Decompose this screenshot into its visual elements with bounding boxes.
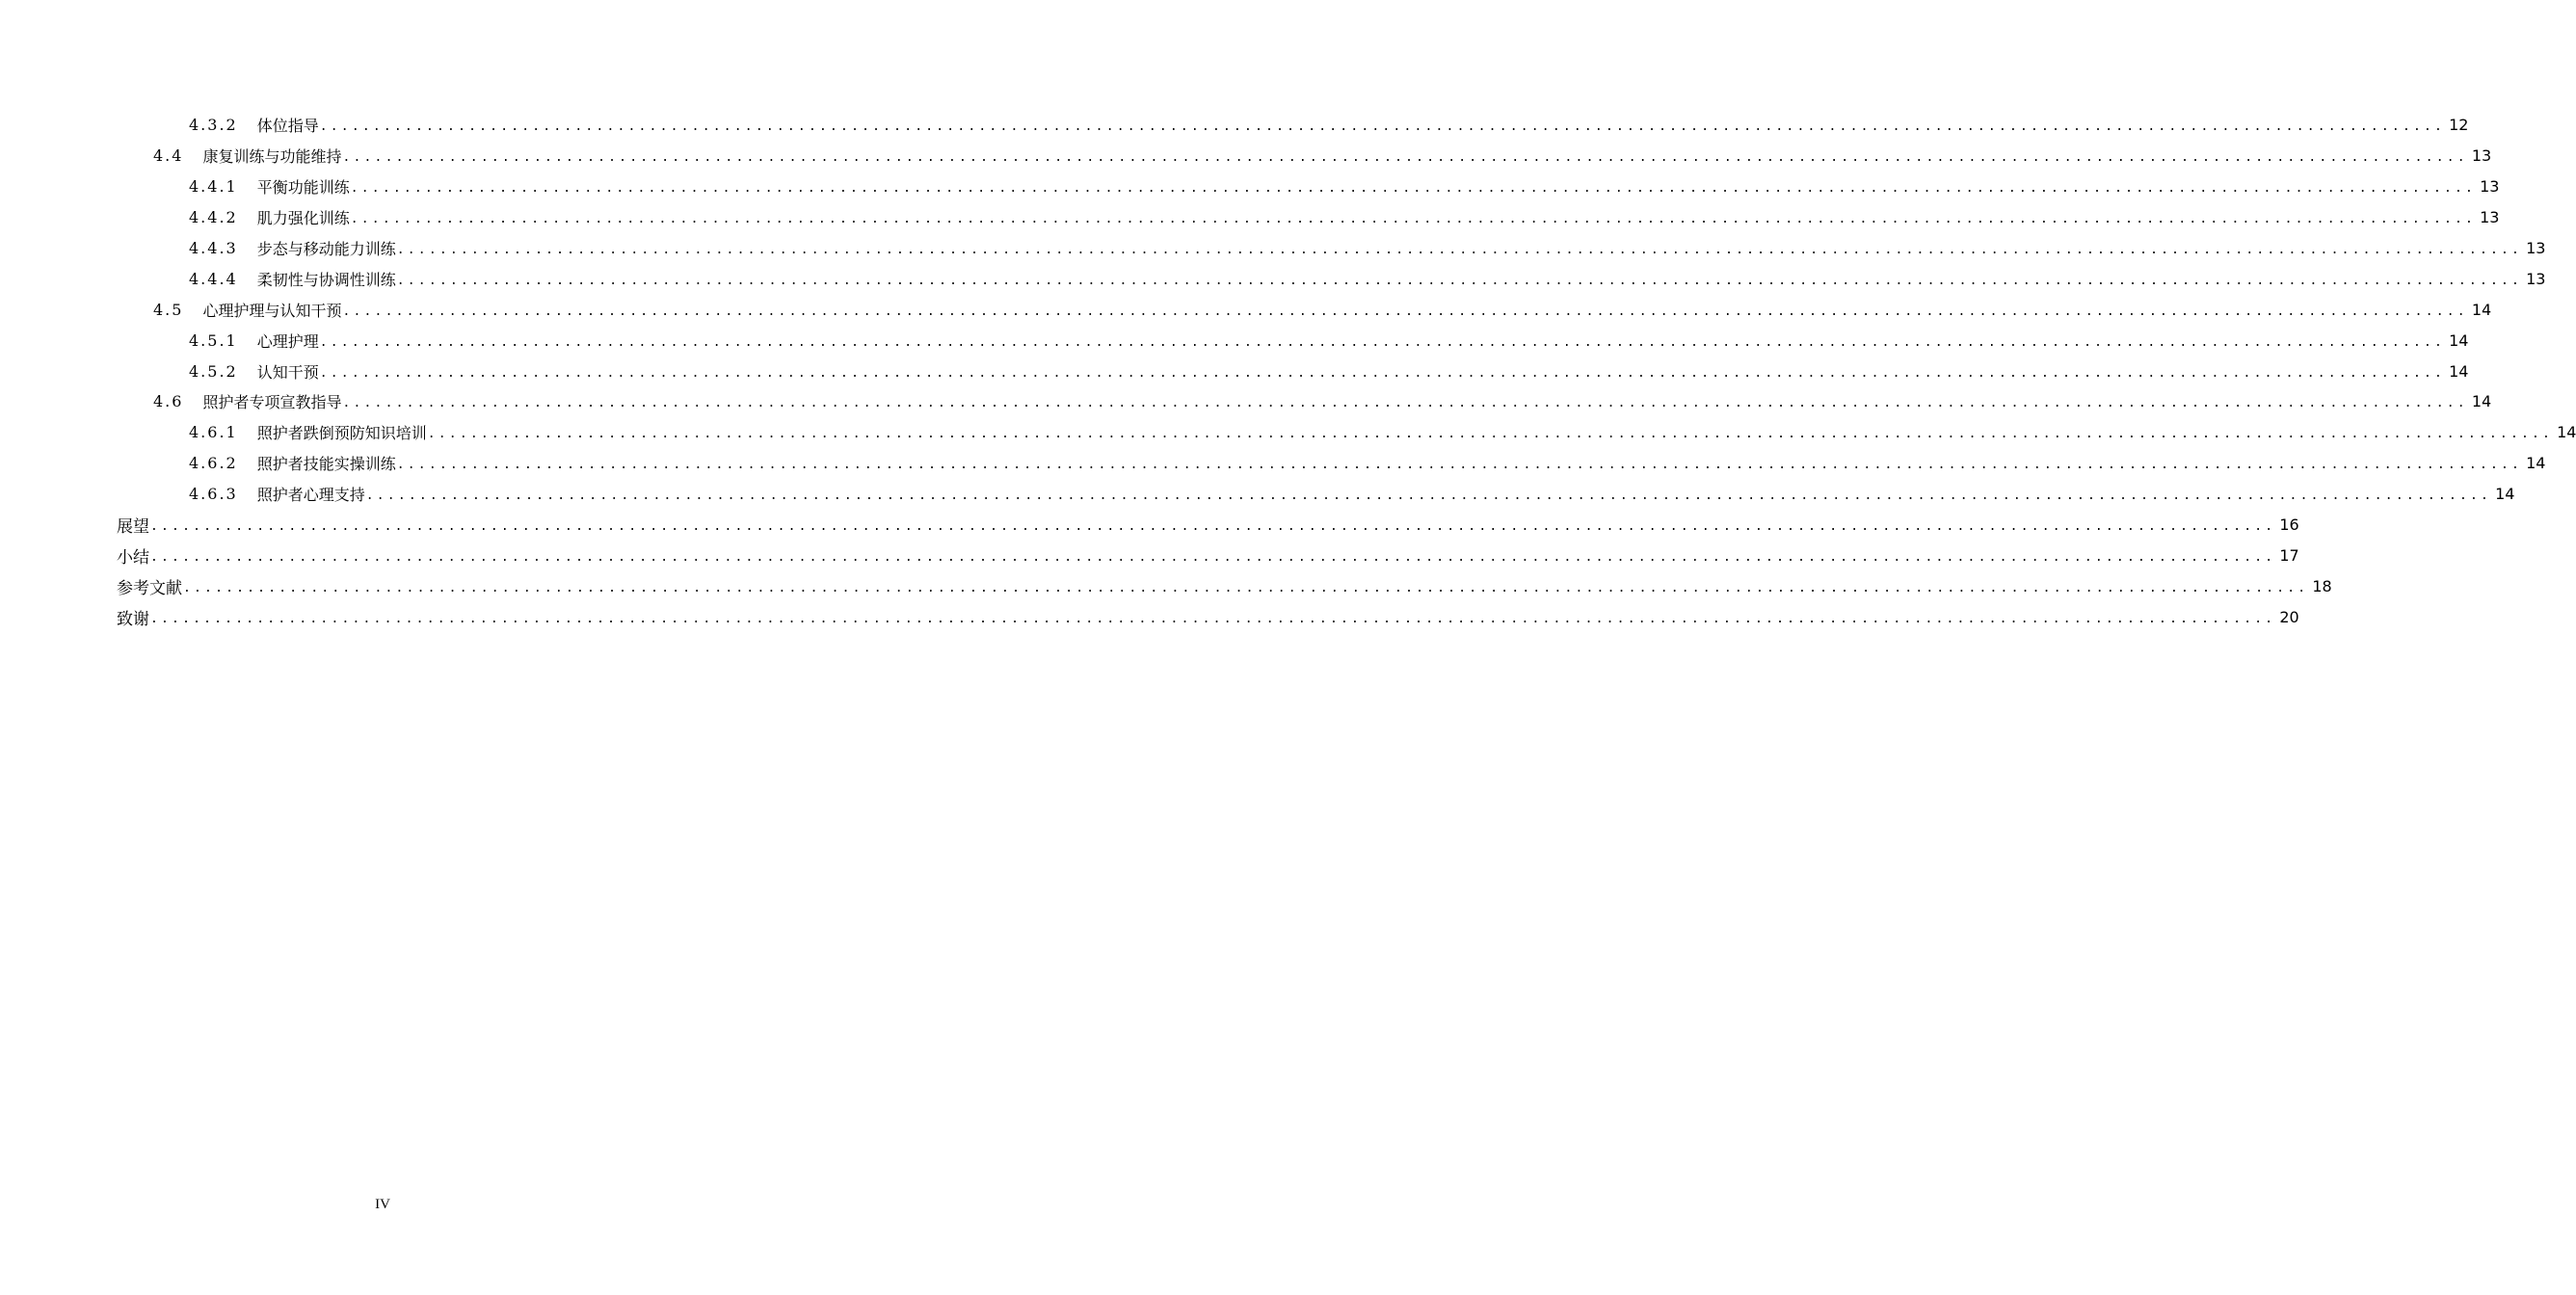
toc-entry[interactable]: [0, 294, 2492, 325]
toc-entry-page: 13: [2526, 239, 2546, 257]
toc-entry-page: 14: [2526, 454, 2546, 473]
toc-entry-title: 参考文献: [117, 578, 182, 598]
toc-entry-title: 步态与移动能力训练: [256, 240, 396, 258]
toc-entry[interactable]: [0, 510, 2299, 541]
toc-entry-page: 13: [2480, 177, 2500, 197]
toc-entry-number: 4.6.3: [189, 485, 238, 504]
toc-entry-number: 4.4: [153, 146, 184, 166]
toc-entry[interactable]: [0, 540, 2299, 570]
toc-entry-title: 致谢: [117, 609, 149, 629]
toc-entry[interactable]: [0, 141, 2492, 172]
toc-dot-leader: ........................................................................................................................................................................................................: [319, 334, 2446, 350]
toc-dot-leader: ........................................................................................................................................................................................................: [150, 549, 2276, 565]
toc-entry-title: 照护者心理支持: [256, 486, 365, 505]
toc-entry-number: 4.4.3: [189, 239, 238, 257]
toc-entry-page: 13: [2526, 269, 2546, 288]
toc-entry-title: 心理护理与认知干预: [202, 301, 342, 320]
toc-entry-page: 17: [2279, 545, 2299, 565]
toc-entry-title: 心理护理: [256, 331, 319, 351]
toc-entry-page: 14: [2471, 300, 2492, 319]
toc-dot-leader: ........................................................................................................................................................................................................: [183, 580, 2309, 595]
toc-entry-title: 认知干预: [256, 362, 319, 382]
toc-entry-page: 14: [2449, 361, 2469, 381]
table-of-contents: [0, 110, 2576, 632]
toc-dot-leader: ........................................................................................................................................................................................................: [342, 304, 2468, 319]
toc-dot-leader: ........................................................................................................................................................................................................: [350, 181, 2477, 197]
toc-dot-leader: ........................................................................................................................................................................................................: [365, 489, 2492, 504]
toc-entry[interactable]: [0, 479, 2515, 510]
toc-entry-title: 平衡功能训练: [256, 178, 350, 198]
toc-entry-number: 4.5: [153, 300, 184, 319]
toc-entry-number: 4.6: [153, 392, 184, 411]
page-number: IV: [375, 1197, 390, 1212]
toc-entry-number: 4.4.1: [189, 177, 238, 197]
toc-dot-leader: ........................................................................................................................................................................................................: [342, 396, 2468, 411]
toc-entry-page: 14: [2557, 423, 2576, 442]
toc-entry-page: 13: [2480, 208, 2500, 227]
toc-entry-page: 13: [2471, 146, 2492, 166]
toc-entry-page: 14: [2495, 485, 2515, 504]
toc-entry[interactable]: [0, 110, 2469, 141]
toc-entry-page: 18: [2312, 576, 2332, 595]
toc-entry-number: 4.6.1: [189, 423, 238, 442]
toc-entry-title: 柔韧性与协调性训练: [256, 270, 396, 289]
toc-entry[interactable]: [0, 570, 2332, 601]
toc-entry-number: 4.5.2: [189, 361, 238, 381]
toc-entry-title: 小结: [117, 547, 149, 568]
toc-dot-leader: ........................................................................................................................................................................................................: [150, 519, 2276, 535]
toc-entry[interactable]: [0, 601, 2299, 632]
toc-dot-leader: ........................................................................................................................................................................................................: [319, 119, 2446, 135]
toc-entry-page: 14: [2449, 330, 2469, 350]
page-footer: [0, 1197, 916, 1213]
toc-entry-title: 照护者专项宣教指导: [202, 393, 342, 412]
toc-entry[interactable]: [0, 448, 2546, 479]
toc-dot-leader: ........................................................................................................................................................................................................: [427, 427, 2554, 442]
toc-entry-page: 12: [2449, 116, 2469, 135]
toc-entry[interactable]: [0, 417, 2576, 448]
toc-entry-number: 4.6.2: [189, 454, 238, 473]
toc-entry-title: 肌力强化训练: [256, 209, 350, 228]
toc-dot-leader: ........................................................................................................................................................................................................: [150, 611, 2276, 626]
toc-entry-number: 4.4.4: [189, 269, 238, 288]
toc-entry-title: 康复训练与功能维持: [202, 147, 342, 167]
toc-entry-number: 4.3.2: [189, 116, 238, 135]
toc-entry[interactable]: [0, 172, 2500, 202]
toc-entry-page: 14: [2471, 392, 2492, 411]
toc-dot-leader: ........................................................................................................................................................................................................: [396, 243, 2523, 257]
toc-entry-title: 展望: [117, 517, 149, 538]
toc-entry[interactable]: [0, 325, 2469, 356]
toc-entry-number: 4.5.1: [189, 330, 238, 350]
toc-entry[interactable]: [0, 263, 2546, 294]
toc-entry-title: 照护者跌倒预防知识培训: [256, 424, 427, 443]
toc-entry[interactable]: [0, 386, 2492, 417]
toc-entry-page: 20: [2279, 607, 2299, 626]
toc-dot-leader: ........................................................................................................................................................................................................: [396, 458, 2523, 473]
toc-dot-leader: ........................................................................................................................................................................................................: [350, 212, 2477, 227]
toc-entry-title: 体位指导: [256, 117, 319, 136]
toc-dot-leader: ........................................................................................................................................................................................................: [396, 273, 2523, 288]
toc-entry-title: 照护者技能实操训练: [256, 455, 396, 474]
toc-dot-leader: ........................................................................................................................................................................................................: [319, 365, 2446, 381]
toc-entry[interactable]: [0, 202, 2500, 233]
toc-entry-number: 4.4.2: [189, 208, 238, 227]
toc-entry[interactable]: [0, 356, 2469, 386]
toc-dot-leader: ........................................................................................................................................................................................................: [342, 150, 2468, 166]
toc-entry[interactable]: [0, 233, 2546, 264]
toc-entry-page: 16: [2279, 515, 2299, 535]
